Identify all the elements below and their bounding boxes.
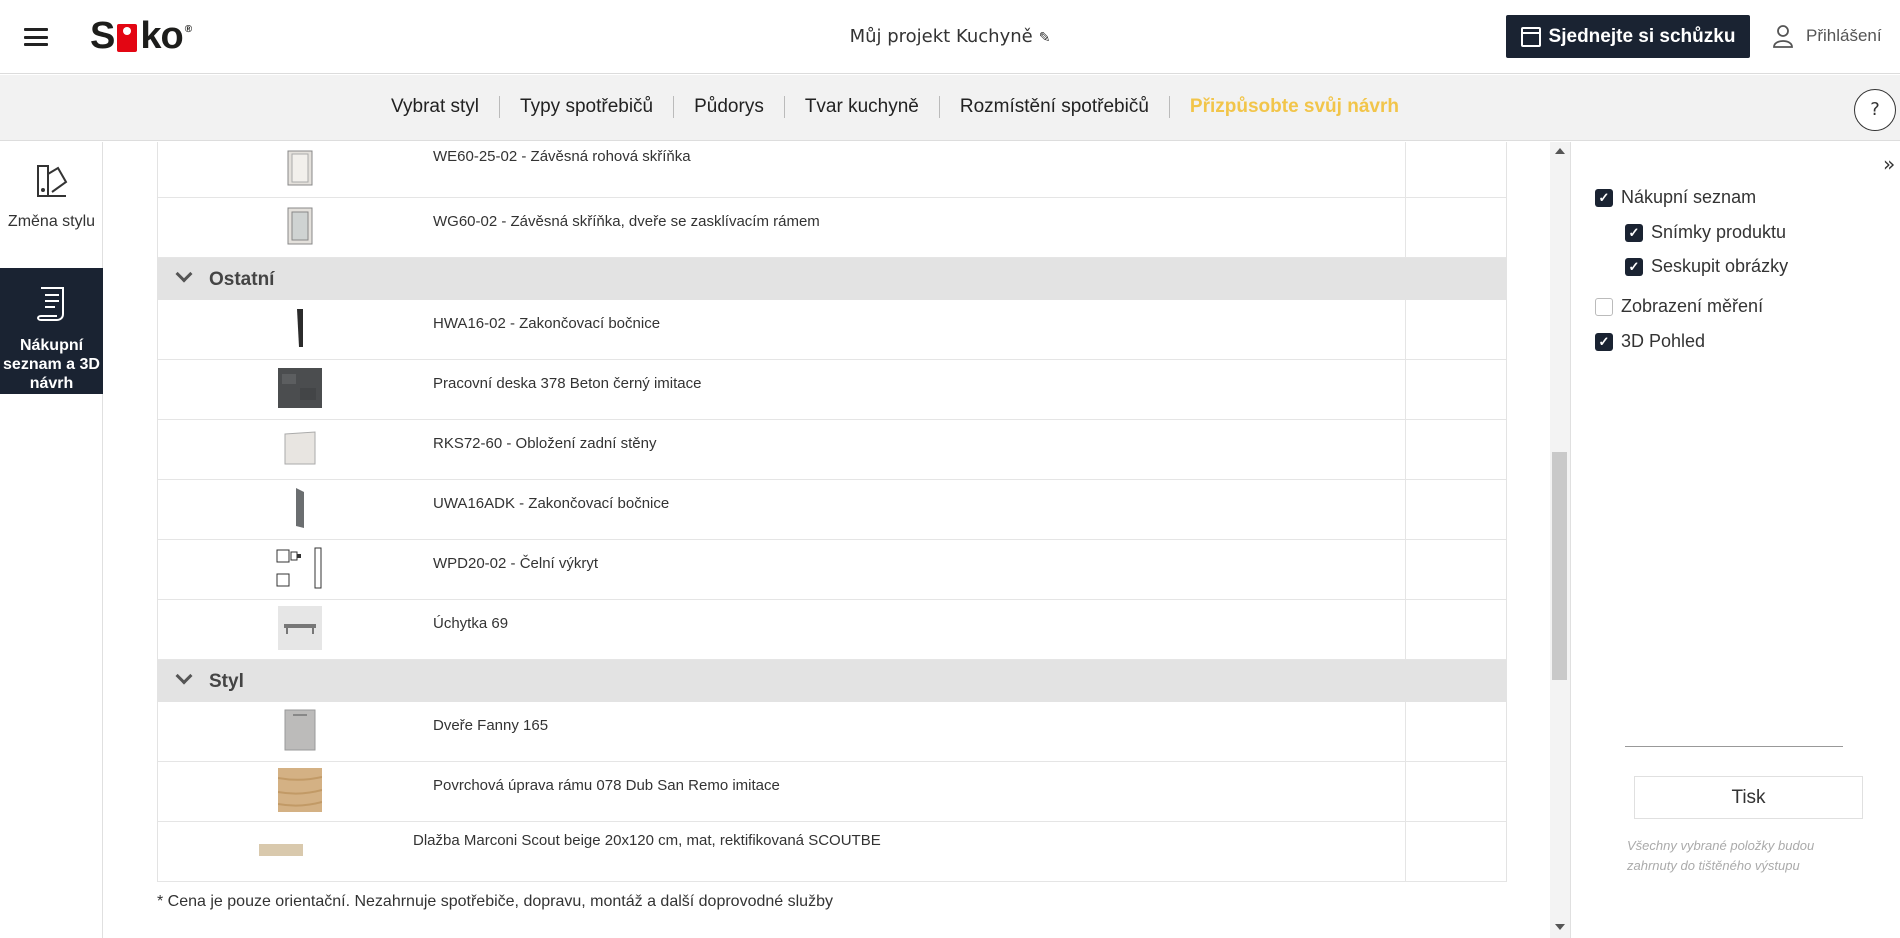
- edit-icon[interactable]: ✎: [1038, 30, 1051, 46]
- product-thumbnail: [278, 486, 322, 530]
- product-name: WPD20-02 - Čelní výkryt: [433, 555, 599, 572]
- step-navigation: [0, 75, 1900, 141]
- checkbox-checked-icon[interactable]: ✓: [1625, 224, 1643, 242]
- checkbox-checked-icon[interactable]: ✓: [1595, 189, 1613, 207]
- group-title: Ostatní: [209, 269, 275, 290]
- step-pudorys[interactable]: Půdorys: [674, 96, 785, 118]
- list-item: [158, 360, 1506, 420]
- price-footnote: * Cena je pouze orientační. Nezahrnuje spotřebiče, dopravu, montáž a další doprovodné služby: [157, 893, 833, 910]
- sidebar-item-change-style[interactable]: [0, 142, 103, 268]
- help-button[interactable]: ?: [1854, 89, 1896, 131]
- checkbox-unchecked-icon[interactable]: [1595, 298, 1613, 316]
- option-measurements[interactable]: [1595, 296, 1763, 317]
- product-thumbnail: [278, 708, 322, 752]
- calendar-icon: [1521, 27, 1541, 47]
- product-thumbnail: [278, 146, 322, 190]
- shopping-list: [157, 142, 1507, 887]
- product-thumbnail: [278, 204, 322, 248]
- step-tvar-kuchyne[interactable]: Tvar kuchyně: [785, 96, 940, 118]
- option-3d-view[interactable]: [1595, 331, 1705, 352]
- checkbox-checked-icon[interactable]: ✓: [1595, 333, 1613, 351]
- option-group-images[interactable]: [1625, 256, 1788, 277]
- product-thumbnail: [278, 606, 322, 650]
- list-item: [158, 420, 1506, 480]
- product-thumbnail: [275, 546, 325, 590]
- palette-icon: [34, 162, 70, 200]
- list-item: [158, 822, 1506, 882]
- appointment-label: Sjednejte si schůzku: [1548, 25, 1736, 47]
- product-thumbnail: [278, 768, 322, 812]
- sidebar-item-shopping-list-label: Nákupní seznam a 3D návrh: [3, 337, 100, 392]
- product-thumbnail: [278, 306, 322, 350]
- list-item: [158, 300, 1506, 360]
- collapse-panel-icon[interactable]: »: [1883, 152, 1896, 176]
- chevron-down-icon[interactable]: [176, 266, 193, 283]
- shopping-list-icon: [35, 284, 69, 324]
- option-label: Snímky produktu: [1651, 222, 1787, 242]
- print-note: Všechny vybrané položky budou zahrnuty do tištěného výstupu: [1627, 838, 1815, 873]
- group-header-ostatni[interactable]: [158, 258, 1506, 300]
- product-name: Pracovní deska 378 Beton černý imitace: [433, 375, 702, 392]
- option-label: Zobrazení měření: [1621, 296, 1764, 316]
- left-sidebar: [0, 142, 103, 938]
- checkbox-checked-icon[interactable]: ✓: [1625, 258, 1643, 276]
- option-shopping-list[interactable]: [1595, 187, 1756, 208]
- top-bar: [0, 0, 1900, 74]
- scroll-up-arrow-icon[interactable]: [1555, 148, 1565, 154]
- print-button[interactable]: Tisk: [1634, 776, 1863, 819]
- list-item: [158, 762, 1506, 822]
- product-name: UWA16ADK - Zakončovací bočnice: [433, 495, 670, 512]
- sidebar-item-change-style-label: Změna stylu: [7, 213, 96, 230]
- product-name: WE60-25-02 - Závěsná rohová skříňka: [433, 148, 691, 165]
- list-item: [158, 480, 1506, 540]
- appointment-button[interactable]: [1506, 15, 1750, 58]
- option-label: Seskupit obrázky: [1651, 256, 1789, 276]
- list-scrollbar[interactable]: [1550, 142, 1570, 938]
- step-typy-spotrebicu[interactable]: Typy spotřebičů: [500, 96, 674, 118]
- product-name: HWA16-02 - Zakončovací bočnice: [433, 315, 661, 332]
- chevron-down-icon[interactable]: [176, 668, 193, 685]
- user-icon: [1772, 24, 1794, 48]
- step-prizpusobte-navrh[interactable]: Přizpůsobte svůj návrh: [1189, 96, 1399, 117]
- product-thumbnail: [259, 828, 303, 872]
- product-name: RKS72-60 - Obložení zadní stěny: [433, 435, 657, 452]
- list-item: [158, 540, 1506, 600]
- step-vybrat-styl[interactable]: Vybrat styl: [371, 96, 500, 118]
- product-name: Dveře Fanny 165: [433, 717, 549, 734]
- product-name: Úchytka 69: [433, 615, 509, 632]
- login-label: Přihlášení: [1806, 26, 1882, 45]
- scrollbar-thumb[interactable]: [1552, 452, 1567, 680]
- list-item: [158, 142, 1506, 198]
- print-options-panel: [1570, 142, 1900, 938]
- option-label: 3D Pohled: [1621, 331, 1706, 351]
- siko-logo[interactable]: S ko ®: [90, 14, 192, 57]
- list-item: [158, 702, 1506, 762]
- option-label: Nákupní seznam: [1621, 187, 1757, 207]
- sidebar-item-shopping-list[interactable]: [0, 268, 103, 394]
- list-item: [158, 600, 1506, 660]
- step-rozmisteni-spotrebicu[interactable]: Rozmístění spotřebičů: [940, 96, 1170, 118]
- product-thumbnail: [278, 366, 322, 410]
- list-item: [158, 198, 1506, 258]
- login-link[interactable]: [1772, 24, 1882, 48]
- product-name: Povrchová úprava rámu 078 Dub San Remo imitace: [433, 777, 780, 794]
- product-name: WG60-02 - Závěsná skříňka, dveře se zasklívacím rámem: [433, 213, 820, 230]
- shopping-list-table: [157, 142, 1507, 882]
- panel-divider: [1625, 746, 1843, 747]
- group-title: Styl: [209, 671, 244, 692]
- product-thumbnail: [278, 426, 322, 470]
- project-title-text: Můj projekt Kuchyně: [849, 26, 1033, 47]
- step-list: [0, 96, 1900, 118]
- product-name: Dlažba Marconi Scout beige 20x120 cm, mat, rektifikovaná SCOUTBE: [413, 832, 881, 849]
- group-header-styl[interactable]: [158, 660, 1506, 702]
- scroll-down-arrow-icon[interactable]: [1555, 924, 1565, 930]
- option-product-images[interactable]: [1625, 222, 1786, 243]
